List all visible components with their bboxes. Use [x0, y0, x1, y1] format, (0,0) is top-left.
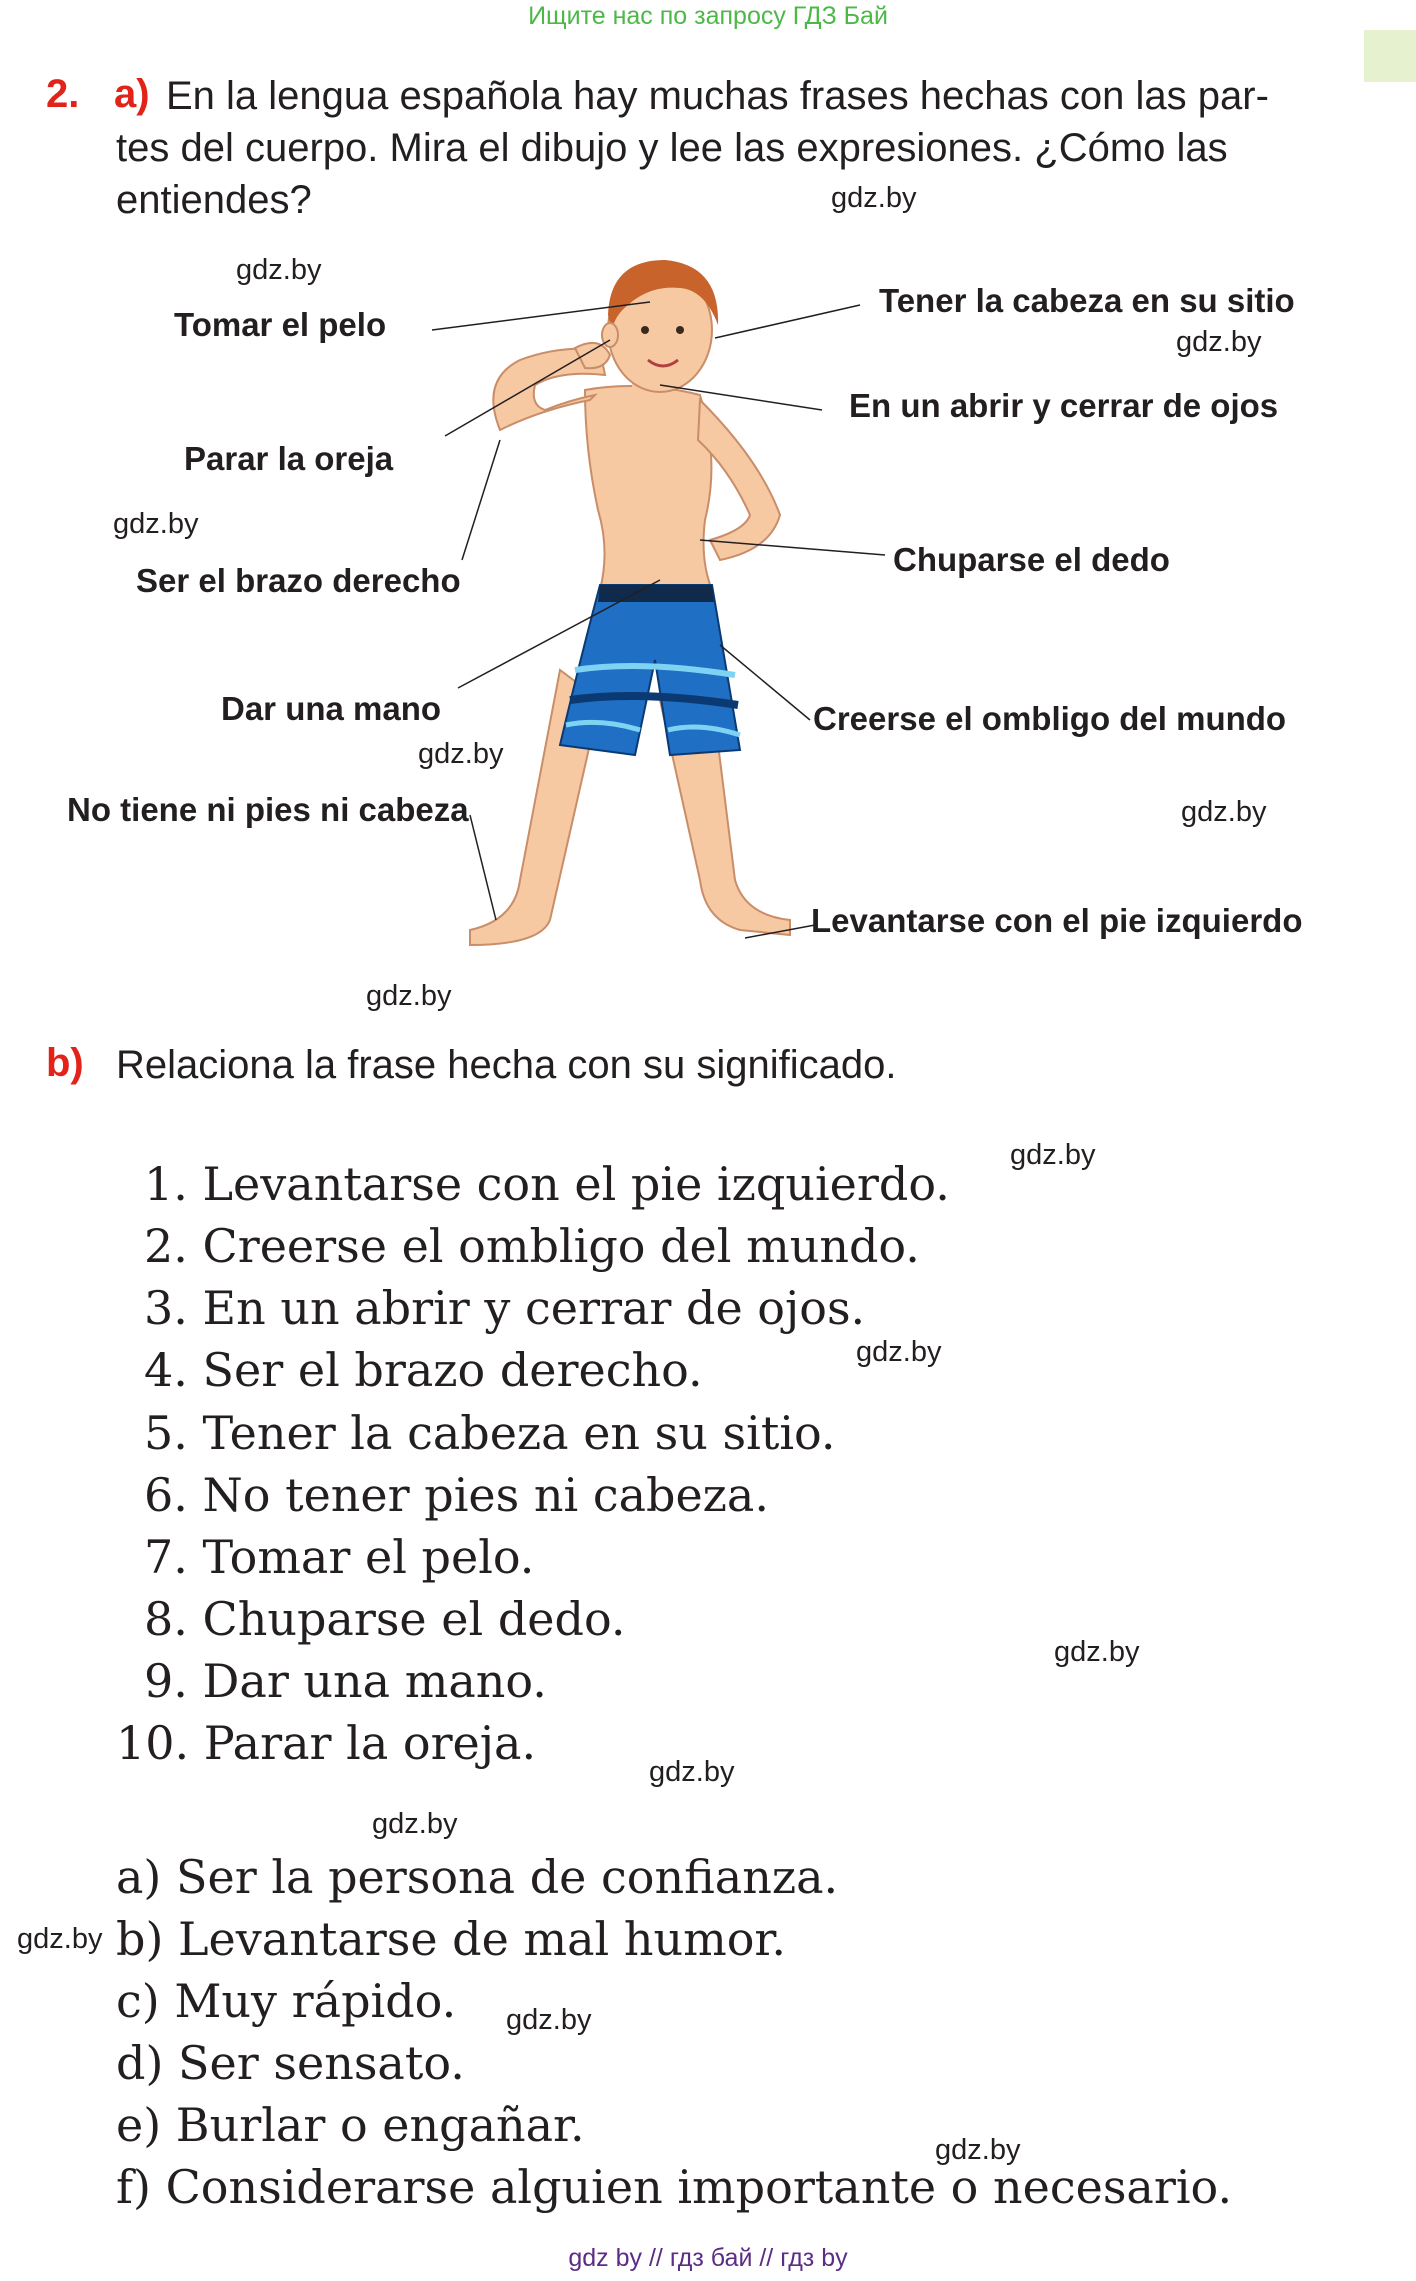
- phrase-item: 7. Tomar el pelo.: [144, 1530, 535, 1584]
- watermark: gdz.by: [17, 1923, 103, 1955]
- meaning-item: b) Levantarse de mal humor.: [116, 1912, 786, 1966]
- label-tomar-pelo: Tomar el pelo: [174, 306, 387, 343]
- waistband: [598, 585, 714, 602]
- phrase-item: 5. Tener la cabeza en su sitio.: [144, 1406, 836, 1460]
- label-pies-cabeza: No tiene ni pies ni cabeza: [67, 791, 469, 828]
- intro-line-3: entiendes?: [116, 178, 312, 222]
- watermark: gdz.by: [831, 182, 917, 214]
- intro-line-1: En la lengua española hay muchas frases hechas con las par-: [166, 74, 1269, 118]
- meaning-item: e) Burlar o engañar.: [116, 2098, 585, 2152]
- phrase-item: 10. Parar la oreja.: [116, 1716, 537, 1770]
- phrase-item: 2. Creerse el ombligo del mundo.: [144, 1219, 920, 1273]
- meaning-item: d) Ser sensato.: [116, 2036, 465, 2090]
- watermark: gdz.by: [366, 980, 452, 1012]
- label-dar-mano: Dar una mano: [221, 690, 442, 727]
- watermark: gdz.by: [856, 1336, 942, 1368]
- label-chuparse-dedo: Chuparse el dedo: [893, 541, 1170, 578]
- eye-right: [676, 326, 684, 334]
- label-abrir-cerrar: En un abrir y cerrar de ojos: [849, 387, 1279, 424]
- label-ombligo: Creerse el ombligo del mundo: [813, 700, 1287, 737]
- part-a-letter: a): [114, 72, 150, 116]
- label-cabeza-sitio: Tener la cabeza en su sitio: [879, 282, 1295, 319]
- meaning-item: f) Considerarse alguien importante o necesario.: [116, 2160, 1233, 2214]
- phrase-item: 9. Dar una mano.: [144, 1654, 547, 1708]
- part-b-letter: b): [46, 1041, 84, 1085]
- watermark: gdz.by: [1176, 326, 1262, 358]
- watermark: gdz.by: [418, 738, 504, 770]
- watermark: gdz.by: [1181, 796, 1267, 828]
- intro-line-2: tes del cuerpo. Mira el dibujo y lee las expresiones. ¿Cómo las: [116, 126, 1228, 170]
- phrase-item: 1. Levantarse con el pie izquierdo.: [144, 1157, 950, 1211]
- watermark: gdz.by: [1010, 1139, 1096, 1171]
- watermark: gdz.by: [1054, 1636, 1140, 1668]
- torso: [585, 386, 712, 590]
- phrase-item: 8. Chuparse el dedo.: [144, 1592, 626, 1646]
- label-pie-izquierdo: Levantarse con el pie izquierdo: [811, 902, 1303, 939]
- meaning-item: a) Ser la persona de confianza.: [116, 1850, 839, 1904]
- watermark: gdz.by: [236, 254, 322, 286]
- phrase-item: 6. No tener pies ni cabeza.: [144, 1468, 769, 1522]
- watermark: gdz.by: [506, 2004, 592, 2036]
- exercise-number: 2.: [46, 72, 80, 116]
- top-banner: Ищите нас по запросу ГДЗ Бай: [528, 2, 888, 30]
- watermark: gdz.by: [935, 2134, 1021, 2166]
- part-b-instruction: Relaciona la frase hecha con su significado.: [116, 1043, 897, 1087]
- watermark: gdz.by: [649, 1756, 735, 1788]
- phrase-item: 3. En un abrir y cerrar de ojos.: [144, 1281, 866, 1335]
- boy-figure: [470, 260, 790, 945]
- footer-links: gdz by // гдз бай // гдз by: [568, 2244, 848, 2272]
- label-brazo-derecho: Ser el brazo derecho: [136, 562, 461, 599]
- corner-tab: [1364, 30, 1416, 82]
- watermark: gdz.by: [372, 1808, 458, 1840]
- meaning-item: c) Muy rápido.: [116, 1974, 457, 2028]
- phrase-item: 4. Ser el brazo derecho.: [144, 1343, 703, 1397]
- label-parar-oreja: Parar la oreja: [184, 440, 394, 477]
- watermark: gdz.by: [113, 508, 199, 540]
- eye-left: [641, 326, 649, 334]
